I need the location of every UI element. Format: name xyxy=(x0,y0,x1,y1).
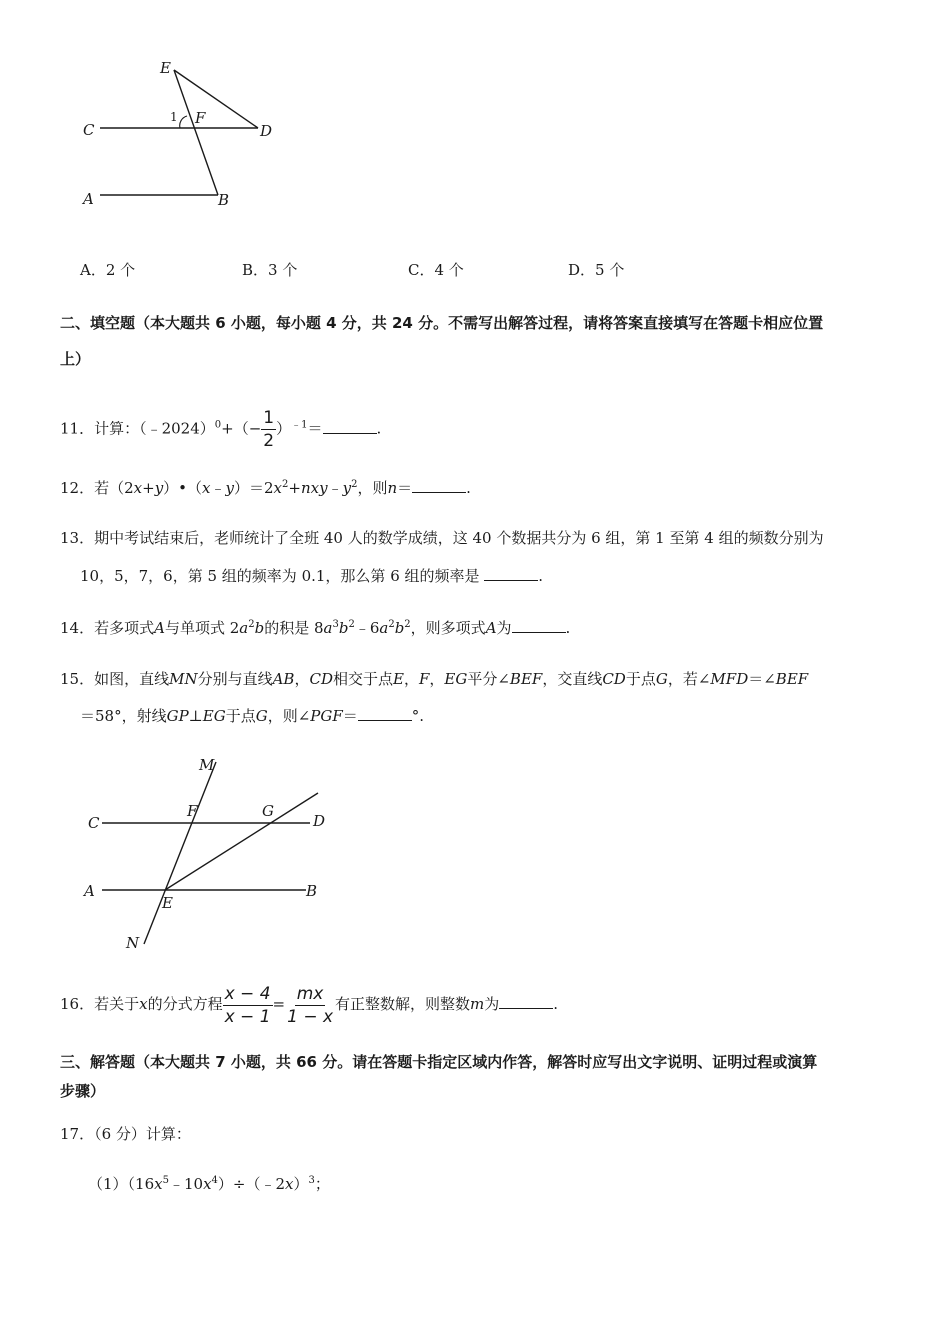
label-f: F xyxy=(195,109,206,127)
answer-blank-11[interactable] xyxy=(323,419,377,434)
figure-lines-mn-ab-cd xyxy=(70,750,350,955)
section2-heading-line1: 二、填空题（本大题共 6 小题，每小题 4 分，共 24 分。不需写出解答过程，请将答案直接填写在答题卡相应位置 xyxy=(60,314,824,332)
answer-blank-14[interactable] xyxy=(512,618,566,633)
section3-heading-line1: 三、解答题（本大题共 7 小题，共 66 分。请在答题卡指定区域内作答，解答时应写出文字说明、证明过程或演算 xyxy=(60,1053,818,1071)
label-d: D xyxy=(313,812,326,830)
answer-blank-12[interactable] xyxy=(412,478,466,493)
label-d: D xyxy=(260,122,273,140)
question-17-part-1: $(1)(16x^5﹣10x^4)\div(﹣2x)^3$； xyxy=(88,1175,330,1193)
answer-blank-13[interactable] xyxy=(484,566,538,581)
fraction-one-half: $\frac{1}{2}$ xyxy=(263,408,275,451)
label-m: M xyxy=(199,756,215,774)
question-16: 16．若关于x的分式方程 $\frac{x - 4}{x - 1}$ = $\frac{mx}{1 - x}$ 有正整数解，则整数m为 . xyxy=(60,983,559,1027)
label-e: E xyxy=(162,894,173,912)
question-13-line2: 10，5，7，6，第 5 组的频率为 0.1，那么第 6 组的频率是 . xyxy=(80,567,544,585)
label-b: B xyxy=(306,882,318,900)
choice-b: B．3 个 xyxy=(242,261,298,279)
choice-a: A．2 个 xyxy=(80,261,136,279)
question-11: 11．计算：（﹣2024）$^0$+（− $\frac{1}{2}$ ）$^{﹣1}$＝ . xyxy=(60,408,382,451)
question-15-line1: 15．如图，直线MN分别与直线AB，CD相交于点E，F，EG平分∠BEF，交直线CD于点G，若∠MFD＝∠BEF xyxy=(60,670,809,688)
question-12: 12．若$(2x+y)•(x﹣y)=2x^2+nxy﹣y^2$，则n＝ . xyxy=(60,479,471,497)
section2-heading-line2: 上） xyxy=(60,350,91,368)
label-a: A xyxy=(83,190,94,208)
label-a: A xyxy=(84,882,95,900)
question-17-title: 17．（6 分）计算： xyxy=(60,1125,191,1143)
question-14: 14．若多项式A与单项式 $2a^2b$的积是 $8a^3b^2﹣6a^2b^2$，则多项式A为 . xyxy=(60,619,571,637)
answer-blank-16[interactable] xyxy=(499,994,553,1009)
fraction-x-minus-4-over-x-minus-1: $\frac{x - 4}{x - 1}$ xyxy=(224,983,271,1027)
answer-blank-15[interactable] xyxy=(358,706,412,721)
figure-lines-cd-ab xyxy=(70,55,300,215)
choice-d: D．5 个 xyxy=(568,261,625,279)
choice-c: C．4 个 xyxy=(408,261,464,279)
label-g: G xyxy=(262,802,274,820)
line-eb xyxy=(174,70,218,195)
label-angle-1: 1 xyxy=(170,110,178,124)
fraction-mx-over-1-minus-x: $\frac{mx}{1 - x}$ xyxy=(287,983,334,1027)
angle-1-arc xyxy=(180,116,187,128)
question-15-line2: ＝58°，射线GP⊥EG于点G，则∠PGF＝ °. xyxy=(80,707,425,725)
line-ed xyxy=(174,70,258,128)
section3-heading-line2: 步骤） xyxy=(60,1082,106,1100)
label-f: F xyxy=(187,802,198,820)
question-13-line1: 13．期中考试结束后，老师统计了全班 40 人的数学成绩，这 40 个数据共分为 6 组，第 1 至第 4 组的频数分别为 xyxy=(60,529,824,547)
label-b: B xyxy=(218,191,230,209)
label-c: C xyxy=(88,814,100,832)
label-c: C xyxy=(83,121,95,139)
label-n: N xyxy=(126,934,140,952)
label-e: E xyxy=(160,59,171,77)
line-mn xyxy=(144,762,216,944)
